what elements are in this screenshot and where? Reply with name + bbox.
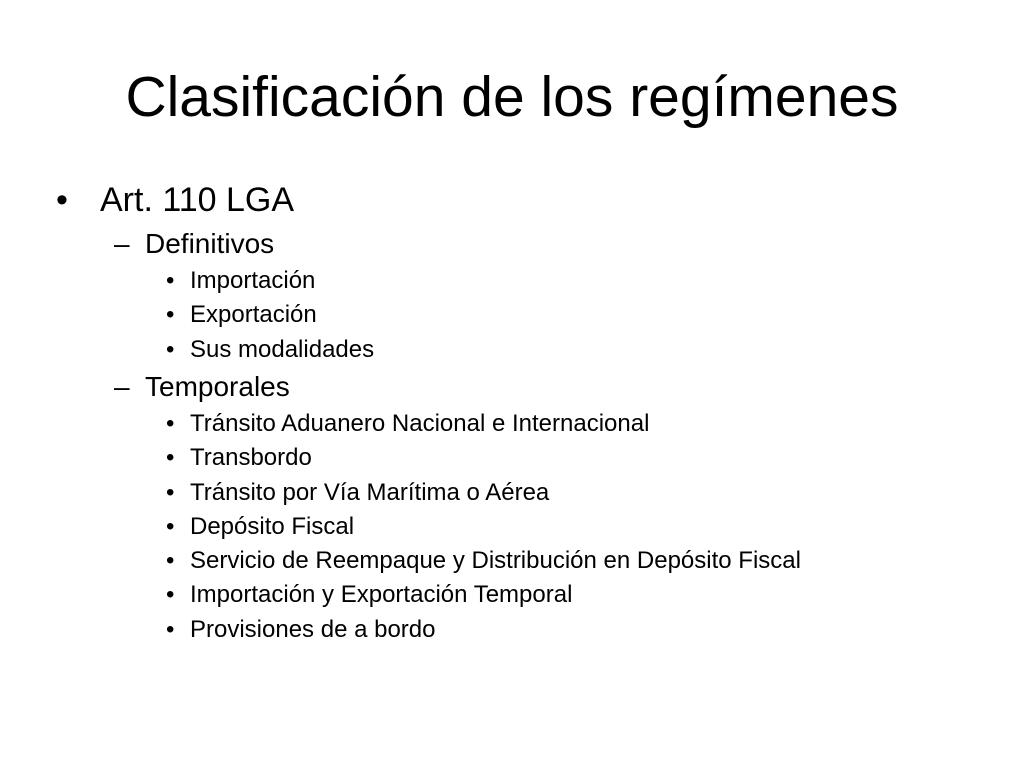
bullet-icon: •	[166, 444, 175, 472]
bullet-icon: •	[166, 512, 175, 540]
group-definitivos	[114, 226, 274, 262]
bullet-icon: •	[166, 478, 175, 506]
list-item: • Sus modalidades	[166, 333, 374, 367]
definitivos-list	[166, 264, 374, 367]
dash-icon: –	[114, 228, 130, 259]
bullet-icon: •	[56, 181, 68, 219]
slide-title: Clasificación de los regímenes	[125, 65, 899, 129]
list-item: • Provisiones de a bordo	[166, 613, 801, 647]
list-item: • Importación y Exportación Temporal	[166, 578, 801, 612]
temporales-list	[166, 407, 801, 647]
list-item: • Depósito Fiscal	[166, 510, 801, 544]
bullet-icon: •	[166, 581, 175, 609]
group-label: Definitivos	[145, 228, 275, 259]
bullet-icon: •	[166, 410, 175, 437]
group-label: Temporales	[145, 371, 290, 402]
bullet-icon: •	[166, 547, 175, 575]
list-item: • Tránsito Aduanero Nacional e Internacional	[166, 407, 801, 441]
bullet-icon: •	[166, 301, 175, 329]
list-item: • Tránsito por Vía Marítima o Aérea	[166, 476, 801, 510]
list-item: • Servicio de Reempaque y Distribución en Depósito Fiscal	[166, 544, 801, 578]
bullet-art-110	[56, 178, 294, 222]
list-item: • Transbordo	[166, 441, 801, 475]
list-item: • Importación	[166, 264, 374, 298]
bullet-icon: •	[166, 267, 175, 294]
bullet-text: Art. 110 LGA	[100, 181, 295, 219]
bullet-icon: •	[166, 335, 175, 363]
group-temporales	[114, 369, 290, 405]
dash-icon: –	[114, 371, 130, 402]
bullet-icon: •	[166, 615, 175, 643]
list-item: • Exportación	[166, 298, 374, 332]
